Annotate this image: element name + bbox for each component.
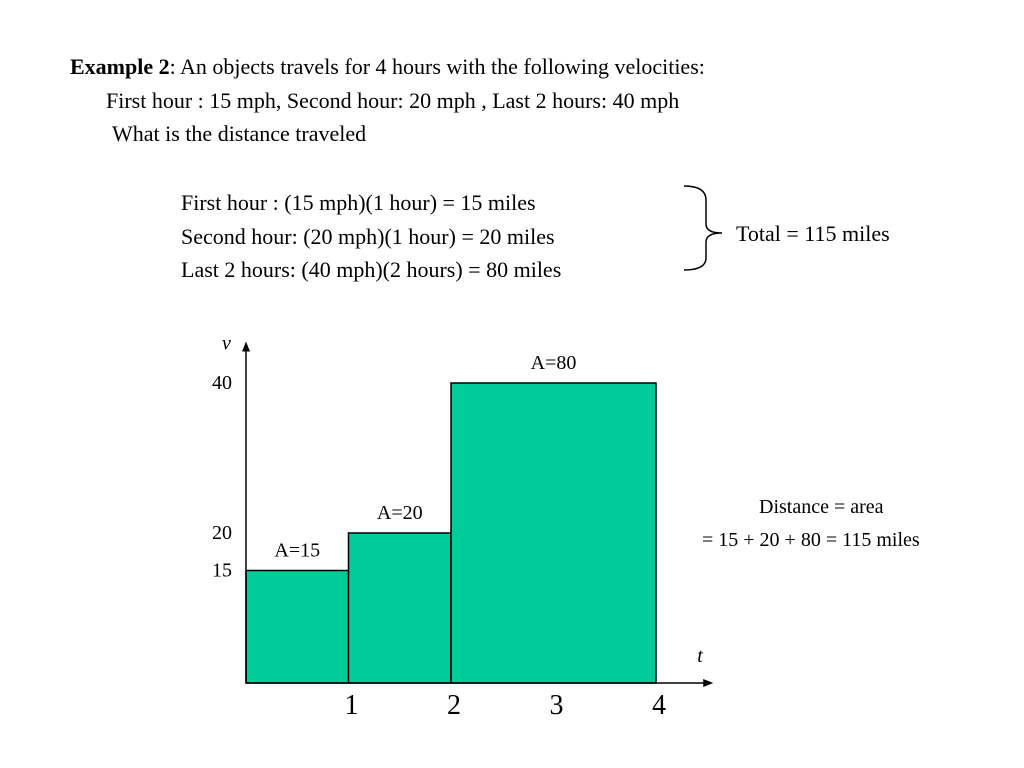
- x-tick-label-1: 1: [344, 690, 359, 721]
- distance-area-text: Distance = area: [759, 496, 884, 518]
- bar-2: [349, 533, 452, 683]
- y-tick-label-15: 15: [212, 559, 232, 582]
- y-axis-arrow: [242, 342, 250, 352]
- bars-group: [246, 383, 656, 683]
- calc-line-first-hour: First hour : (15 mph)(1 hour) = 15 miles: [181, 190, 536, 215]
- bar-area-label-3: A=80: [530, 352, 577, 374]
- calc-line-second-hour: Second hour: (20 mph)(1 hour) = 20 miles: [181, 224, 555, 249]
- bar-area-label-1: A=15: [274, 539, 321, 562]
- x-tick-label-3: 3: [549, 690, 564, 721]
- y-tick-label-20: 20: [212, 522, 232, 544]
- y-axis-label: v: [222, 332, 231, 355]
- x-tick-label-4: 4: [652, 690, 666, 721]
- example-heading: Example 2: [70, 54, 170, 79]
- x-axis-arrow: [703, 679, 713, 687]
- y-tick-label-40: 40: [212, 372, 232, 394]
- total-text: Total = 115 miles: [736, 221, 890, 246]
- question-text: What is the distance traveled: [112, 121, 367, 146]
- bar-3: [451, 383, 656, 683]
- velocity-description: First hour : 15 mph, Second hour: 20 mph , Last 2 hours: 40 mph: [106, 88, 680, 113]
- x-axis-label: t: [697, 645, 703, 667]
- distance-sum-text: = 15 + 20 + 80 = 115 miles: [702, 529, 920, 551]
- example-intro-text: : An objects travels for 4 hours with the following velocities:: [169, 54, 705, 79]
- x-tick-label-2: 2: [447, 690, 461, 721]
- bar-area-label-2: A=20: [376, 502, 423, 524]
- curly-brace: [684, 186, 722, 270]
- bar-1: [246, 571, 349, 684]
- calc-line-last-hours: Last 2 hours: (40 mph)(2 hours) = 80 miles: [181, 257, 562, 282]
